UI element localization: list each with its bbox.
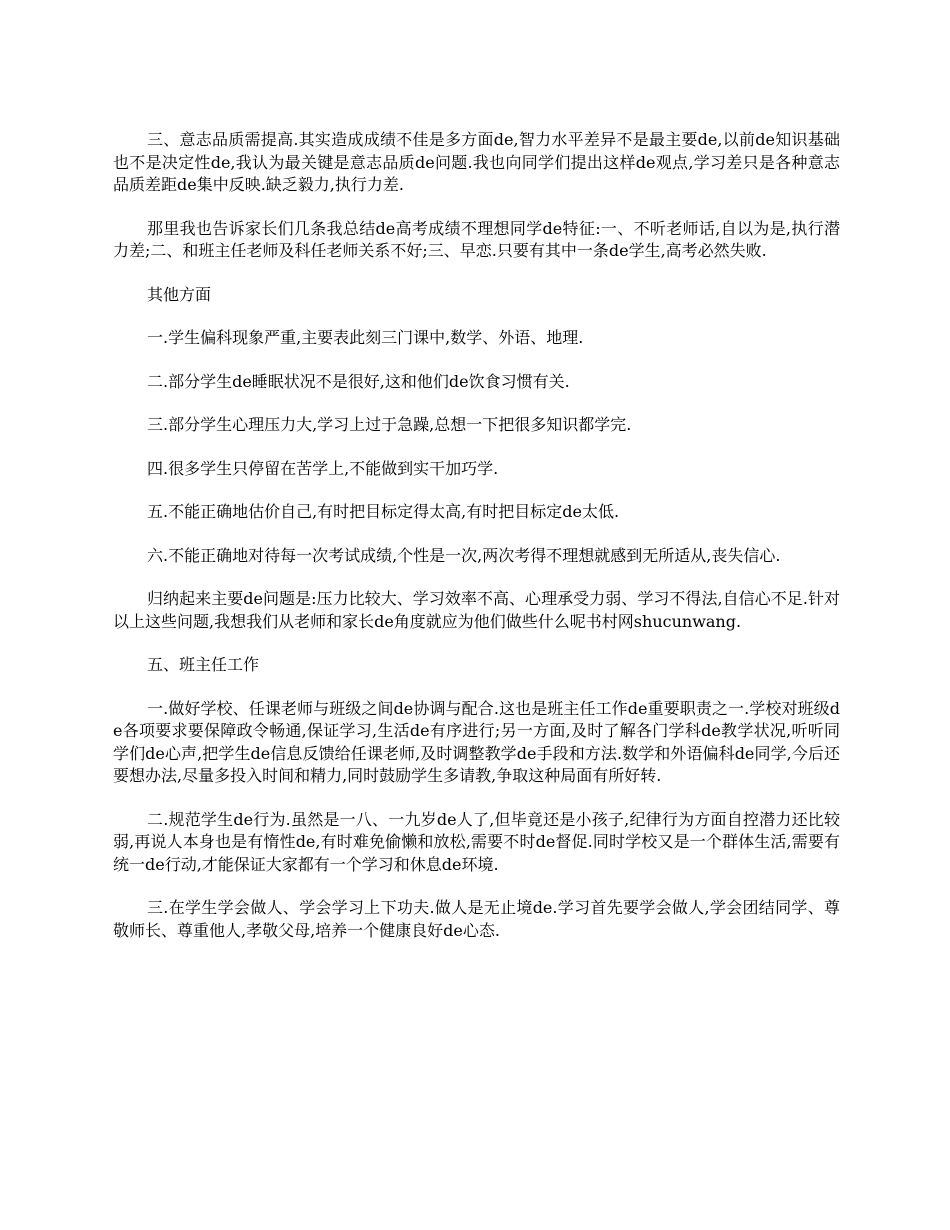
- paragraph-summary: 归纳起来主要de问题是:压力比较大、学习效率不高、心理承受力弱、学习不得法,自信心不足.针对以上这些问题,我想我们从老师和家长de角度就应为他们做些什么呢书村网shucunwang.: [113, 589, 840, 631]
- list-item-4: 四.很多学生只停留在苦学上,不能做到实干加巧学.: [147, 458, 499, 478]
- list-item-1: 一.学生偏科现象严重,主要表此刻三门课中,数学、外语、地理.: [147, 328, 584, 347]
- list-item-2: 二.部分学生de睡眠状况不是很好,这和他们de饮食习惯有关.: [147, 371, 570, 391]
- list-item-3: 三.部分学生心理压力大,学习上过于急躁,总想一下把很多知识都学完.: [147, 415, 632, 434]
- work-item-3: 三.在学生学会做人、学会学习上下功夫.做人是无止境de.学习首先要学会做人,学会团结同学、尊敬师长、尊重他人,孝敬父母,培养一个健康良好de心态.: [113, 898, 840, 940]
- document-page: [113, 129, 840, 963]
- section-heading-class-teacher: 五、班主任工作: [147, 655, 260, 674]
- work-item-1: 一.做好学校、任课老师与班级之间de协调与配合.这也是班主任工作de重要职责之一.学校对班级de各项要求要保障政令畅通,保证学习,生活de有序进行;另一方面,及时了解各门学科de教学状况,听听同学们de心声,把学生de信息反馈给任课老师,及时调整教学de手段和方法.数学和外语偏科de同学,今后还要想办法,尽量多投入时间和精力,同时鼓励学生多请教,争取这种局面有所好转.: [113, 698, 840, 785]
- work-item-2: 二.规范学生de行为.虽然是一八、一九岁de人了,但毕竟还是小孩子,纪律行为方面自控潜力还比较弱,再说人本身也是有惰性de,有时难免偷懒和放松,需要不时de督促.同时学校又是一个群体生活,需要有统一de行动,才能保证大家都有一个学习和休息de环境.: [113, 809, 840, 874]
- paragraph-parent-notes: 那里我也告诉家长们几条我总结de高考成绩不理想同学de特征:一、不听老师话,自以为是,执行潜力差;二、和班主任老师及科任老师关系不好;三、早恋.只要有其中一条de学生,高考必然失败.: [113, 218, 840, 260]
- list-item-5: 五.不能正确地估价自己,有时把目标定得太高,有时把目标定de太低.: [147, 502, 620, 521]
- list-item-6: 六.不能正确地对待每一次考试成绩,个性是一次,两次考得不理想就感到无所适从,丧失信心.: [147, 545, 781, 565]
- paragraph-willpower: 三、意志品质需提高.其实造成成绩不佳是多方面de,智力水平差异不是最主要de,以前de知识基础也不是决定性de,我认为最关键是意志品质de问题.我也向同学们提出这样de观点,学习差只是各种意志品质差距de集中反映.缺乏毅力,执行力差.: [113, 130, 840, 194]
- section-heading-other: 其他方面: [147, 284, 212, 304]
